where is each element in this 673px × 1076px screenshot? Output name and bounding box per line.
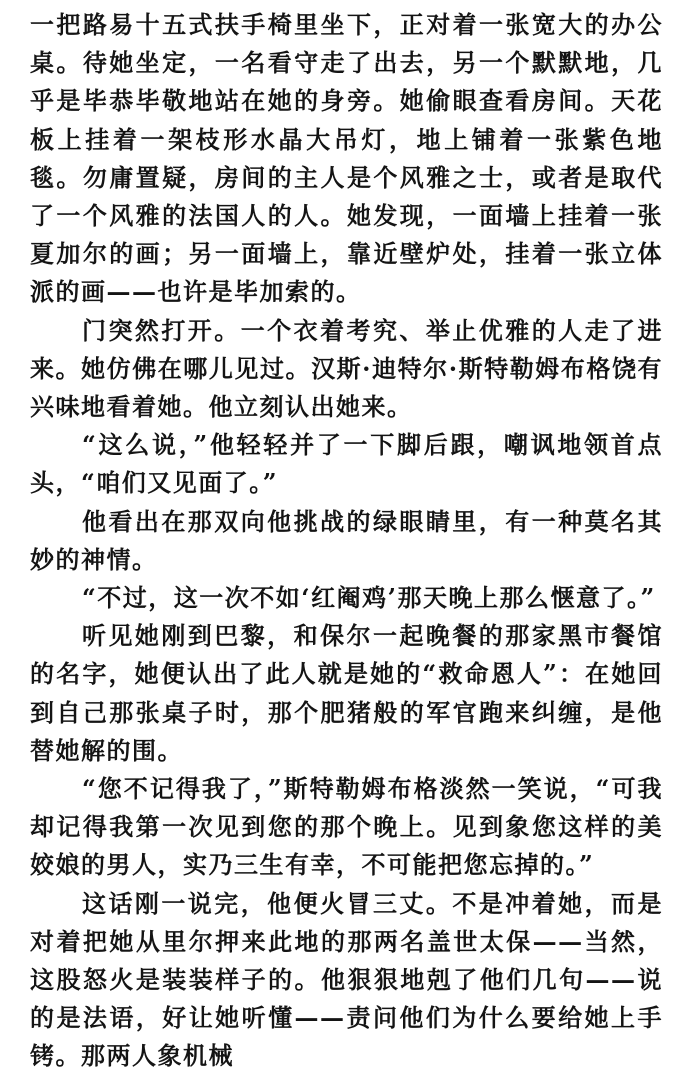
- paragraph-4: 他看出在那双向他挑战的绿眼睛里，有一种莫名其妙的神情。: [30, 506, 663, 574]
- paragraph-7: “您不记得我了，”斯特勒姆布格淡然一笑说，“可我却记得我第一次见到您的那个晚上。见到象您这样的美姣娘的男人，实乃三生有幸，不可能把您忘掉的。”: [30, 774, 663, 880]
- paragraph-6: 听见她刚到巴黎，和保尔一起晚餐的那家黑市餐馆的名字，她便认出了此人就是她的“救命恩人”：在她回到自己那张桌子时，那个肥猪般的军官跑来纠缠，是他替她解的围。: [30, 621, 663, 765]
- paragraph-8: 这话刚一说完，他便火冒三丈。不是冲着她，而是对着把她从里尔押来此地的那两名盖世太保——当然，这股怒火是装装样子的。他狠狠地剋了他们几句——说的是法语，好让她听懂——责问他们为什么要给她上手铐。那两人象机械: [30, 888, 663, 1071]
- paragraph-2: 门突然打开。一个衣着考究、举止优雅的人走了进来。她仿佛在哪儿见过。汉斯·迪特尔·斯特勒姆布格饶有兴味地看着她。他立刻认出她来。: [30, 315, 663, 422]
- paragraph-5: “不过，这一次不如‘红阉鸡’那天晚上那么惬意了。”: [82, 583, 656, 613]
- paragraph-1: 一把路易十五式扶手椅里坐下，正对着一张宽大的办公桌。待她坐定，一名看守走了出去，另一个默默地，几乎是毕恭毕敬地站在她的身旁。她偷眼查看房间。天花板上挂着一架枝形水晶大吊灯，地上铺着一张紫色地毯。勿庸置疑，房间的主人是个风雅之士，或者是取代了一个风雅的法国人的人。她发现，一面墙上挂着一张夏加尔的画；另一面墙上，靠近壁炉处，挂着一张立体派的画——也许是毕加索的。: [30, 10, 663, 307]
- paragraph-3: “这么说，”他轻轻并了一下脚后跟，嘲讽地领首点头，“咱们又见面了。”: [30, 430, 663, 498]
